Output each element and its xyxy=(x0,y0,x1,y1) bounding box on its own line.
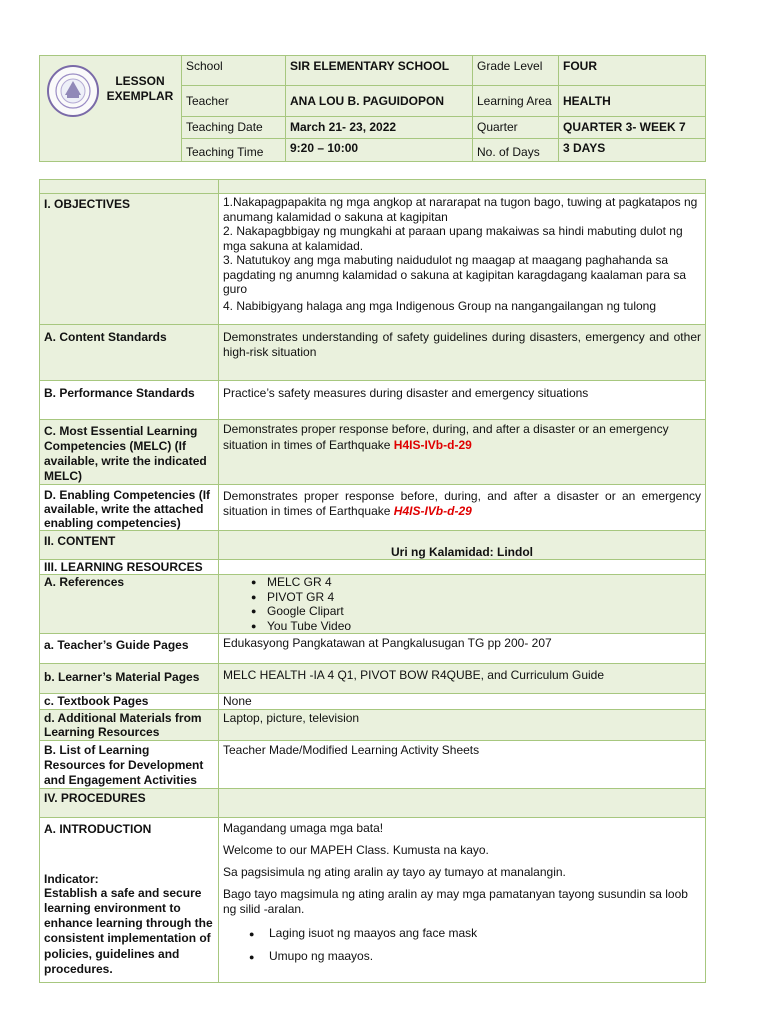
performance-standards-label: B. Performance Standards xyxy=(40,381,219,420)
intro-paragraph: Welcome to our MAPEH Class. Kumusta na kayo. xyxy=(223,842,489,857)
time-label: Teaching Time xyxy=(182,139,286,162)
references-cell xyxy=(219,575,706,634)
melc-label: C. Most Essential Learning Competencies (MELC) (If available, write the indicated MELC) xyxy=(40,420,219,485)
procedures-row xyxy=(40,788,706,817)
content-standards-row xyxy=(40,325,706,381)
teachers-guide-text: Edukasyong Pangkatawan at Pangkalusugan TG pp 200- 207 xyxy=(219,634,706,664)
quarter-label: Quarter xyxy=(473,117,559,139)
logo-title-cell xyxy=(40,56,182,162)
area-label: Learning Area xyxy=(473,86,559,117)
learning-resources-cell xyxy=(219,560,706,575)
learners-material-text: MELC HEALTH -IA 4 Q1, PIVOT BOW R4QUBE, and Curriculum Guide xyxy=(219,664,706,694)
melc-code: H4IS-IVb-d-29 xyxy=(393,438,472,452)
objective-item: 3. Natutukoy ang mga mabuting naidudulot ng maagap at maagang paghahanda sa pagdating ng anumng kalamidad o sakuna at kagipitan karagdagang kaalaman para sa guro xyxy=(223,253,686,296)
date-label: Teaching Date xyxy=(182,117,286,139)
enabling-competencies-code: H4IS-IVb-d-29 xyxy=(393,504,472,518)
spacer-cell xyxy=(40,180,219,194)
deped-seal-icon xyxy=(46,64,100,118)
objectives-row xyxy=(40,194,706,325)
performance-standards-row xyxy=(40,381,706,420)
melc-text: Demonstrates proper response before, during, and after a disaster or an emergency situation in times of Earthquake xyxy=(223,422,669,452)
textbook-row xyxy=(40,694,706,710)
reference-item: ● MELC GR 4 xyxy=(267,575,701,590)
enabling-competencies-cell xyxy=(219,485,706,531)
intro-paragraph: Magandang umaga mga bata! xyxy=(223,820,384,835)
grade-value: FOUR xyxy=(559,56,706,86)
references-list xyxy=(223,575,701,633)
classroom-rules-list xyxy=(223,926,701,964)
list-of-resources-row xyxy=(40,740,706,788)
objectives-label: I. OBJECTIVES xyxy=(40,194,219,325)
learners-material-row xyxy=(40,664,706,694)
procedures-cell xyxy=(219,788,706,817)
teachers-guide-label: a. Teacher’s Guide Pages xyxy=(40,634,219,664)
teachers-guide-row xyxy=(40,634,706,664)
introduction-content xyxy=(219,817,706,982)
school-value: SIR ELEMENTARY SCHOOL xyxy=(286,56,473,86)
document-title: LESSON EXEMPLAR xyxy=(106,74,174,103)
indicator-label: Indicator: xyxy=(44,871,99,886)
introduction-label: A. INTRODUCTION xyxy=(44,821,152,836)
reference-item: ● Google Clipart xyxy=(267,604,701,619)
content-topic: Uri ng Kalamidad: Lindol xyxy=(219,531,706,560)
references-row xyxy=(40,575,706,634)
spacer-cell xyxy=(219,180,706,194)
references-label: A. References xyxy=(40,575,219,634)
objectives-list xyxy=(219,194,706,325)
grade-label: Grade Level xyxy=(473,56,559,86)
lesson-table xyxy=(39,179,706,983)
teacher-label: Teacher xyxy=(182,86,286,117)
header-table xyxy=(39,55,706,162)
time-value: 9:20 – 10:00 xyxy=(286,139,473,162)
date-value: March 21- 23, 2022 xyxy=(286,117,473,139)
reference-item: ● PIVOT GR 4 xyxy=(267,590,701,605)
performance-standards-text: Practice’s safety measures during disaster and emergency situations xyxy=(219,381,706,420)
content-label: II. CONTENT xyxy=(40,531,219,560)
list-of-resources-text: Teacher Made/Modified Learning Activity Sheets xyxy=(219,740,706,788)
introduction-row xyxy=(40,817,706,982)
objective-item: 2. Nakapagbbigay ng mungkahi at paraan upang makaiwas sa hindi mabuting dulot ng mga sakuna at kalamidad. xyxy=(223,224,683,253)
days-label: No. of Days xyxy=(473,139,559,162)
additional-materials-text: Laptop, picture, television xyxy=(219,709,706,740)
content-standards-text: Demonstrates understanding of safety guidelines during disasters, emergency and other high-risk situation xyxy=(219,325,706,381)
area-value: HEALTH xyxy=(559,86,706,117)
reference-item: ● You Tube Video xyxy=(267,619,701,634)
textbook-text: None xyxy=(219,694,706,710)
indicator-text: Establish a safe and secure learning environment to enhance learning through the consistent implementation of policies, guidelines and procedures. xyxy=(44,885,213,976)
quarter-value: QUARTER 3- WEEK 7 xyxy=(559,117,706,139)
additional-materials-row xyxy=(40,709,706,740)
school-label: School xyxy=(182,56,286,86)
enabling-competencies-label: D. Enabling Competencies (If available, write the attached enabling competencies) xyxy=(40,485,219,531)
rule-item: ● Laging isuot ng maayos ang face mask xyxy=(269,926,701,941)
list-of-resources-label: B. List of Learning Resources for Development and Engagement Activities xyxy=(40,740,219,788)
additional-materials-label: d. Additional Materials from Learning Resources xyxy=(40,709,219,740)
textbook-label: c. Textbook Pages xyxy=(40,694,219,710)
objective-item: 1.Nakapagpapakita ng mga angkop at nararapat na tugon bago, tuwing at pagkatapos ng anumang kalamidad o sakuna at kagipitan xyxy=(223,195,698,224)
melc-cell xyxy=(219,420,706,485)
enabling-competencies-text: Demonstrates proper response before, during, and after a disaster or an emergency situation in times of Earthquake xyxy=(223,489,701,518)
intro-paragraph: Bago tayo magsimula ng ating aralin ay may mga pamatanyan tayong susundin sa loob ng silid -aralan. xyxy=(223,886,688,916)
content-row xyxy=(40,531,706,560)
learners-material-label: b. Learner’s Material Pages xyxy=(40,664,219,694)
learning-resources-row xyxy=(40,560,706,575)
melc-row xyxy=(40,420,706,485)
teacher-value: ANA LOU B. PAGUIDOPON xyxy=(286,86,473,117)
learning-resources-label: III. LEARNING RESOURCES xyxy=(40,560,219,575)
enabling-competencies-row xyxy=(40,485,706,531)
intro-paragraph: Sa pagsisimula ng ating aralin ay tayo ay tumayo at manalangin. xyxy=(223,864,566,879)
procedures-label: IV. PROCEDURES xyxy=(40,788,219,817)
days-value: 3 DAYS xyxy=(559,139,706,162)
rule-item: ● Umupo ng maayos. xyxy=(269,949,701,964)
introduction-label-cell xyxy=(40,817,219,982)
content-standards-label: A. Content Standards xyxy=(40,325,219,381)
objective-item: 4. Nabibigyang halaga ang mga Indigenous Group na nangangailangan ng tulong xyxy=(223,298,657,313)
